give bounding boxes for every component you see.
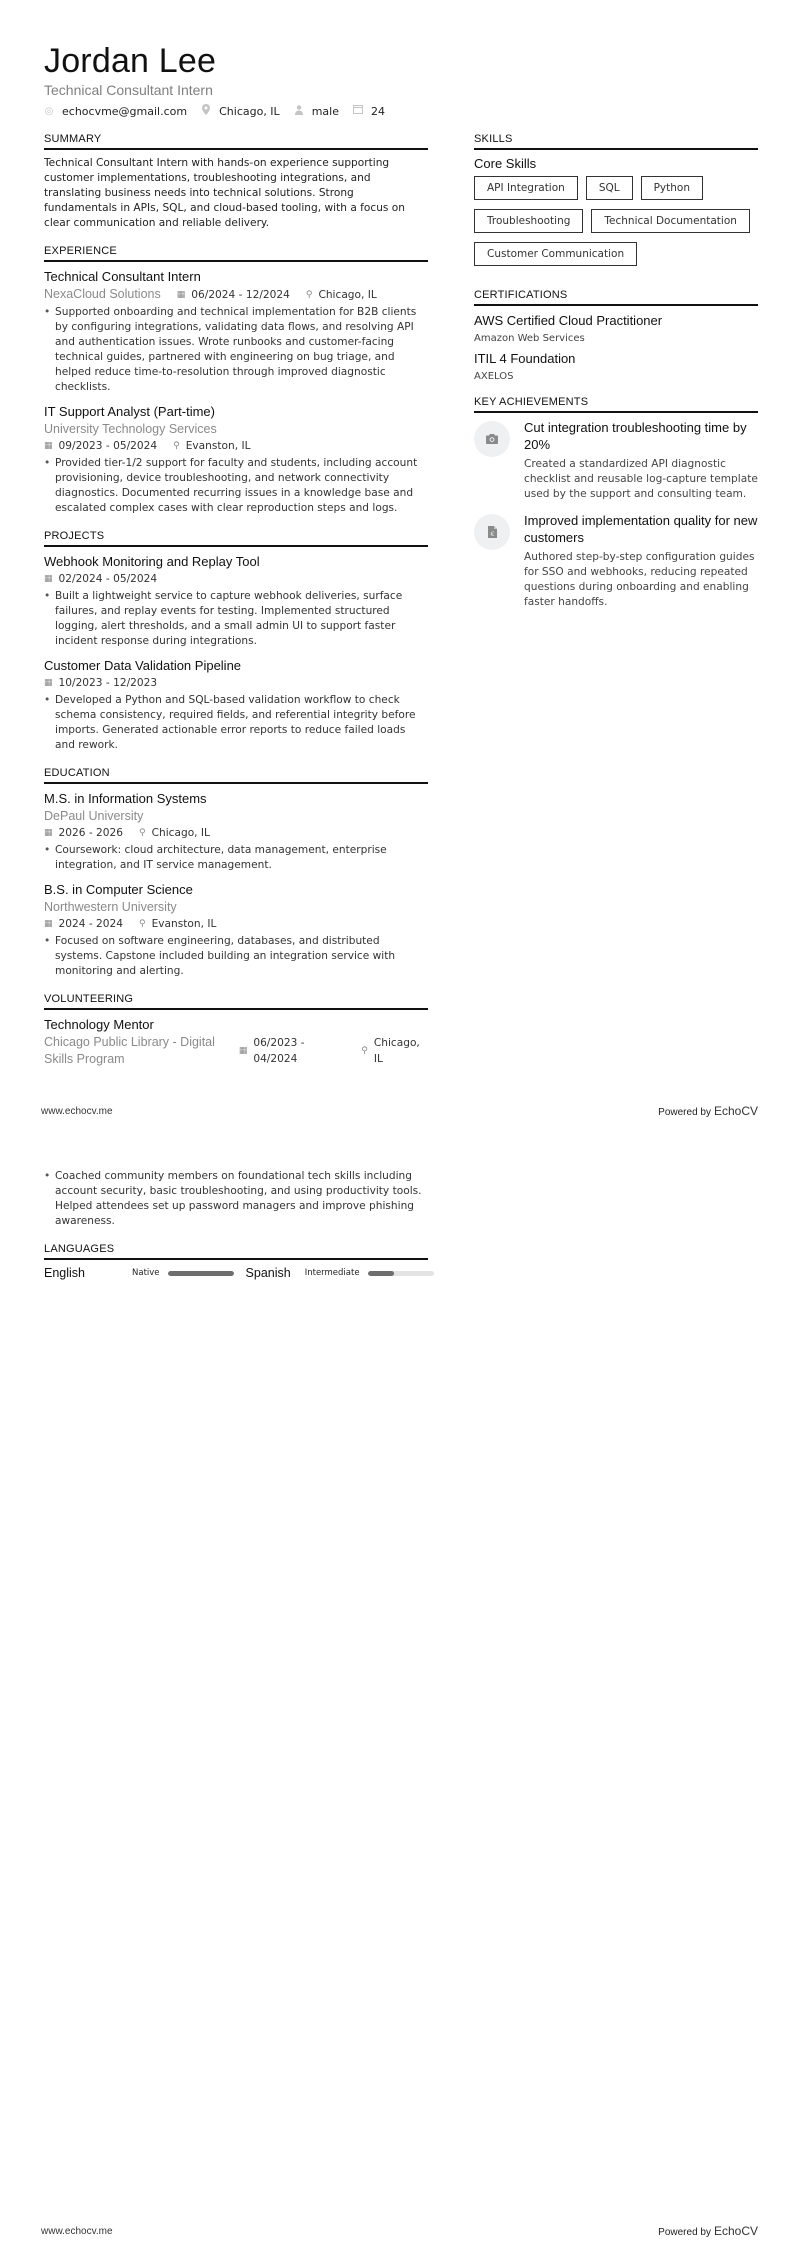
calendar-icon: ▦ [44, 574, 53, 584]
volunteer-meta-row [44, 1034, 428, 1068]
languages-section [44, 1243, 428, 1280]
education-entry [44, 881, 428, 979]
summary-section [44, 133, 428, 231]
volunteer-location-text: Chicago, IL [373, 1037, 420, 1065]
job-title: Technical Consultant Intern [44, 269, 201, 284]
education-location [139, 825, 210, 841]
job-bullet-text: Provided tier-1/2 support for faculty and students, including account provisioning, device troubleshooting, and network connectivity diagnostics. Documented recurring issues in a knowledge base and escalated complex cases with clear reproduction steps and logs. [55, 457, 418, 514]
powered-by-text: Powered by [658, 2227, 711, 2238]
project-entry [44, 657, 428, 753]
achievement-body [524, 419, 758, 502]
volunteer-org: Chicago Public Library - Digital Skills Program [44, 1035, 215, 1066]
svg-text:€: € [490, 531, 494, 538]
footer-powered-by [658, 2224, 758, 2238]
certification-issuer: AXELOS [474, 371, 514, 382]
degree-title: M.S. in Information Systems [44, 791, 207, 806]
education-bullet-text: Coursework: cloud architecture, data management, enterprise integration, and IT service management. [55, 844, 387, 871]
volunteering-section [44, 993, 428, 1068]
company-name: NexaCloud Solutions [44, 287, 161, 301]
contact-age [353, 105, 385, 118]
volunteer-dates [239, 1035, 345, 1067]
volunteer-bullet [44, 1169, 428, 1229]
skill-tag: Python [641, 176, 703, 200]
certification-name: AWS Certified Cloud Practitioner [474, 313, 663, 328]
contact-email[interactable] [44, 105, 187, 118]
experience-entry [44, 268, 428, 395]
project-bullet-text: Built a lightweight service to capture webhook deliveries, surface failures, and replay events for testing. Implemented structured logging, alert thresholds, and a small admin UI to support faster incident response during integrations. [55, 590, 403, 647]
powered-by-text: Powered by [658, 1107, 711, 1118]
project-bullet-text: Developed a Python and SQL-based validation workflow to check schema consistency, required fields, and referential integrity before imports. Generated actionable error reports to reduce failed loads and rework. [55, 694, 416, 751]
language-proficiency-fill [368, 1271, 394, 1276]
language-list [44, 1266, 428, 1280]
project-bullet [44, 693, 428, 753]
footer-url-link[interactable]: www.echocv.me [41, 2225, 113, 2237]
left-column [44, 133, 428, 1082]
volunteer-bullet-text: Coached community members on foundational tech skills including account security, basic troubleshooting, and using productivity tools. Helped attendees set up password managers and improve phishing awareness. [55, 1170, 422, 1227]
skills-group-title: Core Skills [474, 156, 537, 171]
education-dates-text: 2024 - 2024 [58, 918, 123, 930]
location-pin-icon: ⚲ [139, 828, 146, 838]
project-title: Webhook Monitoring and Replay Tool [44, 554, 260, 569]
section-heading-education: EDUCATION [44, 767, 428, 784]
language-level: Native [132, 1268, 160, 1278]
certification-name: ITIL 4 Foundation [474, 351, 576, 366]
achievement-title: Improved implementation quality for new customers [524, 513, 758, 545]
project-dates [44, 571, 157, 587]
calendar-icon: ▦ [44, 919, 53, 929]
language-level: Intermediate [304, 1268, 360, 1278]
location-pin-icon: ⚲ [139, 919, 146, 929]
job-title: IT Support Analyst (Part-time) [44, 404, 215, 419]
camera-icon [474, 421, 510, 457]
school-name: DePaul University [44, 809, 144, 823]
achievement-desc: Authored step-by-step configuration guides for SSO and webhooks, reducing repeated questions during onboarding and enabling faster handoffs. [524, 551, 755, 608]
projects-section [44, 530, 428, 753]
job-location [173, 438, 250, 454]
job-dates-text: 06/2024 - 12/2024 [191, 288, 290, 301]
bullet-dot: • [44, 1170, 51, 1182]
section-heading-volunteering: VOLUNTEERING [44, 993, 428, 1010]
job-meta-row [44, 286, 428, 303]
project-dates-text: 02/2024 - 05/2024 [58, 573, 158, 585]
skill-tag: API Integration [474, 176, 578, 200]
school-name: Northwestern University [44, 900, 177, 914]
bullet-dot: • [44, 457, 51, 469]
achievement-desc: Created a standardized API diagnostic checklist and reusable log-capture template used by the support and consulting team. [524, 458, 758, 500]
job-location-text: Chicago, IL [318, 288, 377, 301]
job-dates [44, 438, 157, 454]
job-location-text: Evanston, IL [185, 440, 251, 452]
left-column-continued [44, 1167, 428, 1294]
calendar-icon [353, 105, 363, 117]
project-dates [44, 675, 157, 691]
education-entry [44, 790, 428, 873]
brand-logo[interactable]: EchoCV [713, 1104, 758, 1118]
job-bullet-text: Supported onboarding and technical implementation for B2B clients by configuring integrations, validating data flows, and resolving API and authentication issues. Wrote runbooks and customer-facing technical guides, partnered with engineering on bug triage, and helped reduce time-to-resolution through improved diagnostic checklists. [55, 306, 417, 393]
section-heading-experience: EXPERIENCE [44, 245, 428, 262]
section-heading-achievements: KEY ACHIEVEMENTS [474, 396, 758, 413]
achievements-section [474, 396, 758, 610]
document-icon [474, 514, 510, 550]
location-pin-icon: ⚲ [361, 1046, 368, 1056]
right-column [474, 133, 758, 624]
education-dates [44, 825, 123, 841]
project-meta-row [44, 675, 428, 691]
section-heading-summary: SUMMARY [44, 133, 428, 150]
volunteer-dates-text: 06/2023 - 04/2024 [253, 1037, 305, 1065]
language-proficiency-bar [168, 1271, 234, 1276]
project-bullet [44, 589, 428, 649]
job-dates [177, 287, 290, 303]
summary-text: Technical Consultant Intern with hands-on experience supporting customer implementations, troubleshooting integrations, and translating business needs into technical solutions. Strong fundamentals in APIs, SQL, and cloud-based tooling, with a focus on clear communication and reliable delivery. [44, 157, 406, 229]
person-icon [294, 105, 304, 118]
job-bullet [44, 305, 428, 395]
experience-entry [44, 403, 428, 516]
calendar-icon: ▦ [44, 678, 53, 688]
language-item [44, 1266, 234, 1280]
contact-gender-text: male [311, 104, 339, 118]
job-location [306, 287, 377, 303]
contact-gender [294, 105, 339, 118]
bullet-dot: • [44, 306, 51, 318]
calendar-icon: ▦ [176, 289, 186, 300]
contact-location [201, 104, 280, 118]
contact-age-text: 24 [370, 104, 385, 118]
location-pin-icon [201, 104, 211, 118]
skill-tags [474, 176, 758, 275]
job-dates-text: 09/2023 - 05/2024 [58, 440, 158, 452]
footer-url-link[interactable]: www.echocv.me [41, 1105, 113, 1117]
skill-tag: Customer Communication [474, 242, 637, 266]
language-item [246, 1266, 434, 1280]
page-footer [41, 1104, 758, 1118]
section-heading-languages: LANGUAGES [44, 1243, 428, 1260]
skill-tag: SQL [586, 176, 633, 200]
experience-section [44, 245, 428, 516]
project-title: Customer Data Validation Pipeline [44, 658, 242, 673]
calendar-icon: ▦ [44, 441, 53, 451]
education-bullet-text: Focused on software engineering, databases, and distributed systems. Capstone included building an integration service with monitoring and alerting. [55, 935, 396, 977]
calendar-icon: ▦ [238, 1046, 248, 1056]
project-dates-text: 10/2023 - 12/2023 [58, 677, 158, 689]
contact-location-text: Chicago, IL [219, 104, 280, 118]
candidate-name: Jordan Lee [44, 42, 217, 80]
skills-section [474, 133, 758, 275]
section-heading-certifications: CERTIFICATIONS [474, 289, 758, 306]
education-section [44, 767, 428, 979]
education-meta-row [44, 916, 428, 932]
bullet-dot: • [44, 590, 51, 602]
volunteer-role: Technology Mentor [44, 1017, 154, 1032]
skill-tag: Technical Documentation [591, 209, 750, 233]
achievement-body [524, 512, 758, 610]
resume-page-2 [0, 1123, 794, 2246]
volunteering-continued [44, 1169, 428, 1229]
company-name: University Technology Services [44, 422, 217, 436]
education-dates-text: 2026 - 2026 [58, 827, 123, 839]
page-footer [41, 2224, 758, 2238]
bullet-dot: • [44, 694, 51, 706]
education-bullet [44, 843, 428, 873]
education-location-text: Chicago, IL [151, 827, 210, 839]
resume-header [44, 42, 399, 118]
bullet-dot: • [44, 844, 51, 856]
language-proficiency-fill [168, 1271, 234, 1276]
certification-issuer: Amazon Web Services [474, 333, 585, 344]
location-pin-icon: ⚲ [173, 441, 180, 451]
education-location [139, 916, 216, 932]
candidate-title: Technical Consultant Intern [44, 82, 213, 98]
education-dates [44, 916, 123, 932]
project-meta-row [44, 571, 428, 587]
contact-email-text: echocvme@gmail.com [62, 104, 188, 118]
at-icon: ◎ [44, 105, 54, 117]
education-meta-row [44, 825, 428, 841]
language-name: Spanish [245, 1266, 291, 1280]
job-meta-row [44, 438, 428, 454]
section-heading-projects: PROJECTS [44, 530, 428, 547]
job-bullet [44, 456, 428, 516]
location-pin-icon: ⚲ [305, 289, 313, 300]
certifications-section [474, 289, 758, 382]
footer-powered-by [658, 1104, 758, 1118]
volunteer-location [361, 1035, 428, 1067]
language-name: English [44, 1266, 85, 1280]
language-proficiency-bar [368, 1271, 434, 1276]
skill-tag: Troubleshooting [474, 209, 583, 233]
bullet-dot: • [44, 935, 51, 947]
achievement-item [474, 512, 758, 610]
volunteering-entry [44, 1016, 428, 1068]
education-bullet [44, 934, 428, 979]
section-heading-skills: SKILLS [474, 133, 758, 150]
achievement-item [474, 419, 758, 502]
degree-title: B.S. in Computer Science [44, 882, 193, 897]
calendar-icon: ▦ [44, 828, 53, 838]
brand-logo[interactable]: EchoCV [713, 2224, 758, 2238]
education-location-text: Evanston, IL [151, 918, 217, 930]
contact-row [44, 104, 399, 118]
achievement-title: Cut integration troubleshooting time by 20% [524, 420, 747, 452]
project-entry [44, 553, 428, 649]
